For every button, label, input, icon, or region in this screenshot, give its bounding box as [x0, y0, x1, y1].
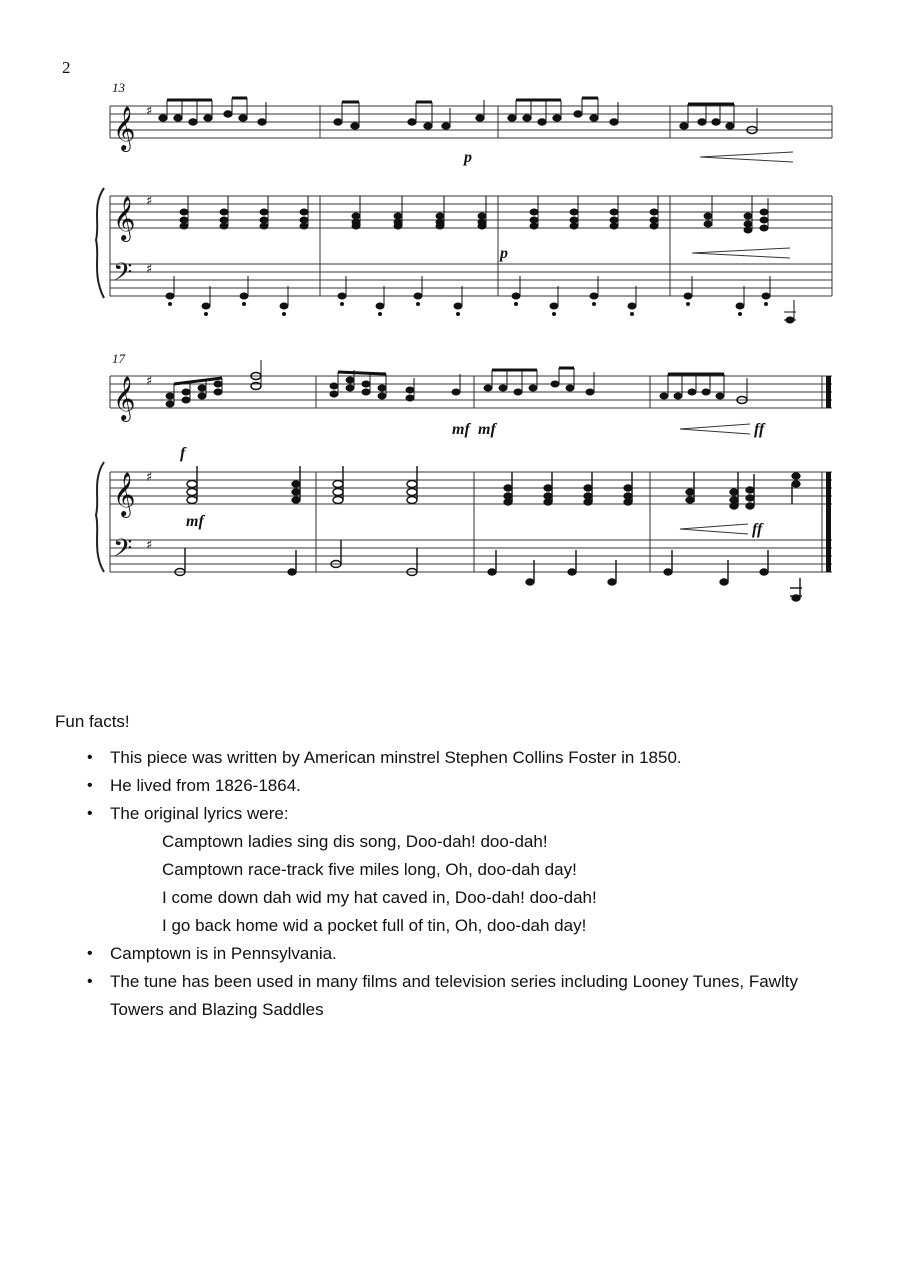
fun-facts-list: [55, 744, 855, 1024]
list-item: [110, 800, 855, 940]
treble-clef-icon: 𝄞: [113, 106, 136, 150]
piano-right-staff: [110, 472, 832, 504]
system-1: [96, 80, 832, 323]
dynamic-marking: ff: [752, 521, 763, 538]
key-signature-sharp-icon: ♯: [146, 194, 153, 209]
treble-clef-icon: 𝄞: [113, 376, 136, 420]
piano-left-notes: [166, 276, 796, 323]
melody-notes: [159, 98, 757, 134]
brace-icon: [96, 188, 104, 298]
dynamic-marking: ff: [754, 421, 765, 438]
piano-left-staff: [110, 540, 832, 572]
treble-clef-icon: 𝄞: [113, 472, 136, 516]
crescendo-hairpin: [680, 524, 748, 534]
dynamic-marking: f: [180, 445, 186, 462]
piano-right-staff: [110, 196, 832, 228]
list-item-text: The original lyrics were:: [110, 804, 289, 823]
melody-staff: [110, 106, 832, 138]
bass-clef-icon: 𝄢: [113, 534, 133, 569]
dynamic-marking: mf: [478, 421, 496, 438]
measure-number: 17: [112, 351, 125, 366]
list-item: • This piece was written by American minstrel Stephen Collins Foster in 1850.: [110, 744, 855, 772]
piano-right-chords: [180, 196, 768, 233]
crescendo-hairpin: [680, 424, 750, 434]
dynamic-marking: p: [464, 149, 472, 166]
lyric-line: Camptown ladies sing dis song, Doo-dah! doo-dah!: [162, 832, 548, 851]
bass-clef-icon: 𝄢: [113, 258, 133, 293]
key-signature-sharp-icon: ♯: [146, 374, 153, 389]
lyric-line: Camptown race-track five miles long, Oh, doo-dah day!: [162, 860, 577, 879]
page-number: 2: [62, 58, 71, 77]
final-barline: [826, 472, 831, 572]
final-barline: [826, 376, 831, 408]
brace-icon: [96, 462, 104, 572]
crescendo-hairpin: [692, 248, 790, 258]
dynamic-marking: p: [500, 245, 508, 262]
key-signature-sharp-icon: ♯: [146, 104, 153, 119]
key-signature-sharp-icon: ♯: [146, 262, 153, 277]
list-item: • Camptown is in Pennsylvania.: [110, 940, 855, 968]
key-signature-sharp-icon: ♯: [146, 470, 153, 485]
piano-left-staff: [110, 264, 832, 296]
system-2: [96, 351, 832, 601]
lyric-line: I go back home wid a pocket full of tin, Oh, doo-dah day!: [162, 916, 587, 935]
lyrics-block: [110, 828, 855, 940]
list-item: • The tune has been used in many films and television series including Looney Tunes, Fawlty Towers and Blazing Saddles: [110, 968, 855, 1024]
lyric-line: I come down dah wid my hat caved in, Doo-dah! doo-dah!: [162, 888, 597, 907]
measure-number: 13: [112, 80, 125, 95]
fun-facts-title: Fun facts!: [55, 712, 130, 731]
fun-facts-section: [55, 708, 855, 1024]
dynamic-marking: mf: [452, 421, 470, 438]
crescendo-hairpin: [700, 152, 793, 162]
list-item: • He lived from 1826-1864.: [110, 772, 855, 800]
treble-clef-icon: 𝄞: [113, 196, 136, 240]
dynamic-marking: mf: [186, 513, 204, 530]
key-signature-sharp-icon: ♯: [146, 538, 153, 553]
piano-left-notes: [175, 540, 802, 601]
